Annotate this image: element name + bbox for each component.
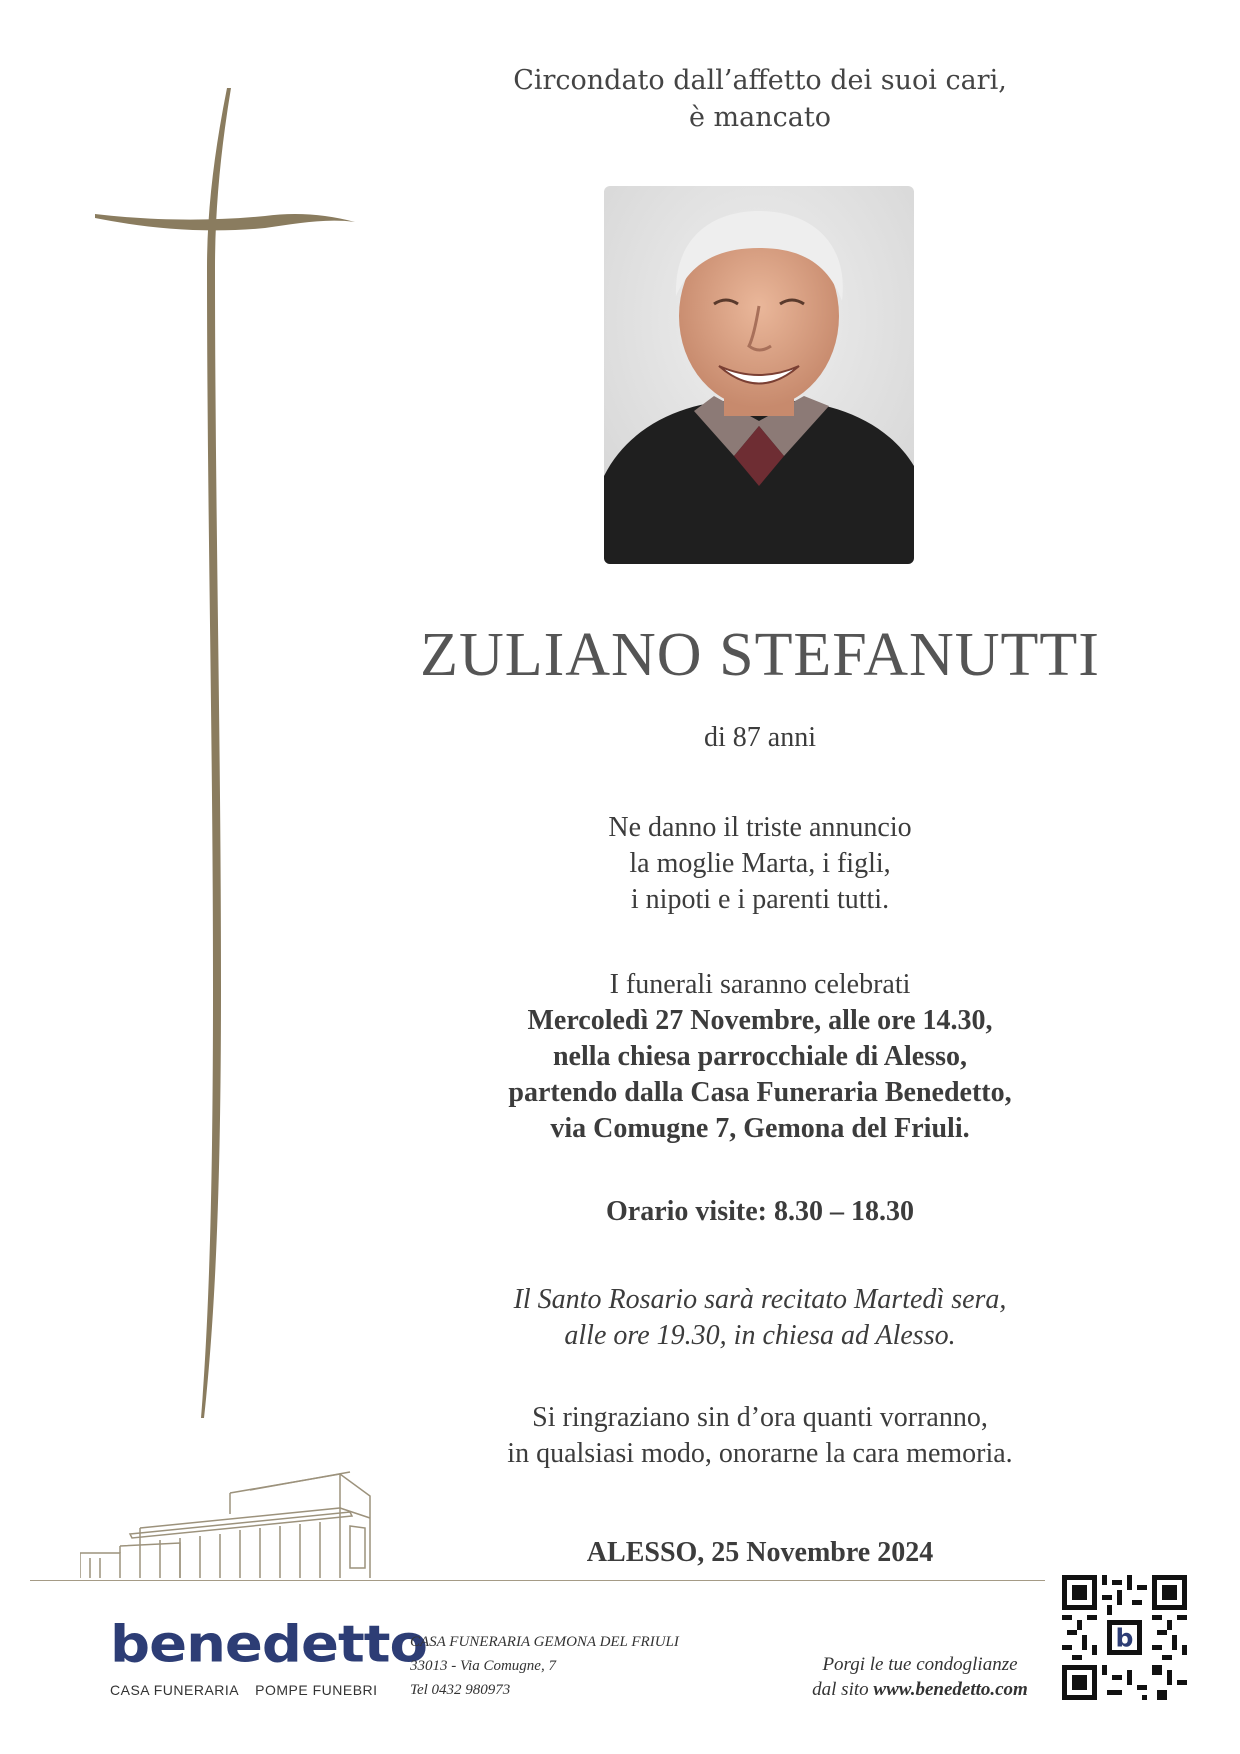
funeral-details: [420, 967, 1100, 1147]
divider-line: [30, 1580, 1045, 1581]
condolences-line-1: Porgi le tue condoglianze: [822, 1654, 1018, 1675]
thanks-note: [420, 1400, 1100, 1472]
funeral-line-4: partendo dalla Casa Funeraria Benedetto,: [508, 1077, 1012, 1108]
funeral-line-5: via Comugne 7, Gemona del Friuli.: [550, 1113, 970, 1144]
logo-wordmark: benedetto: [110, 1615, 427, 1674]
rosary-line-2: alle ore 19.30, in chiesa ad Alesso.: [564, 1320, 956, 1351]
funeral-line-3: nella chiesa parrocchiale di Alesso,: [552, 1041, 968, 1072]
thanks-line-1: Si ringraziano sin d’ora quanti vorranno,: [532, 1402, 988, 1433]
building-icon: [80, 1468, 410, 1598]
intro-line-2: è mancato: [689, 102, 831, 133]
logo-sub-right: POMPE FUNEBRI: [255, 1682, 378, 1698]
funeral-home-address: [410, 1630, 679, 1702]
condolences-website-link[interactable]: www.benedetto.com: [873, 1679, 1028, 1700]
condolences-note: [770, 1652, 1070, 1702]
portrait-photo: [604, 186, 914, 564]
logo-sub-left: CASA FUNERARIA: [110, 1682, 240, 1698]
address-line-2: 33013 - Via Comugne, 7: [410, 1658, 556, 1674]
intro-line-1: Circondato dall’affetto dei suoi cari,: [513, 65, 1007, 96]
funeral-line-2: Mercoledì 27 Novembre, alle ore 14.30,: [527, 1005, 993, 1036]
visiting-hours: [420, 1194, 1100, 1230]
announcement: [420, 810, 1100, 918]
funeral-line-1: I funerali saranno celebrati: [609, 969, 911, 1000]
address-line-1: CASA FUNERARIA GEMONA DEL FRIULI: [410, 1634, 679, 1650]
dateline-text: ALESSO, 25 Novembre 2024: [586, 1537, 934, 1568]
age-text: [420, 720, 1100, 756]
announcement-line-1: Ne danno il triste annuncio: [608, 812, 912, 843]
rosary-notice: [420, 1282, 1100, 1354]
benedetto-logo: [110, 1615, 427, 1698]
condolences-line-2: [770, 1677, 1070, 1702]
thanks-line-2: in qualsiasi modo, onorarne la cara memoria.: [507, 1438, 1013, 1469]
intro-text: [470, 62, 1050, 136]
age-line: di 87 anni: [704, 722, 816, 753]
announcement-line-2: la moglie Marta, i figli,: [629, 848, 891, 879]
deceased-name: ZULIANO STEFANUTTI: [420, 621, 1100, 689]
address-line-3: Tel 0432 980973: [410, 1682, 511, 1698]
visiting-hours-line: Orario visite: 8.30 – 18.30: [606, 1196, 914, 1227]
announcement-line-3: i nipoti e i parenti tutti.: [630, 884, 890, 915]
rosary-line-1: Il Santo Rosario sarà recitato Martedì sera,: [513, 1284, 1007, 1315]
logo-subtitle: [110, 1682, 378, 1698]
qr-code-icon[interactable]: [1062, 1575, 1187, 1700]
condolences-prefix: dal sito: [812, 1679, 874, 1700]
cross-icon: [95, 88, 355, 1428]
dateline: [420, 1535, 1100, 1571]
svg-text:b: b: [1115, 1623, 1134, 1653]
